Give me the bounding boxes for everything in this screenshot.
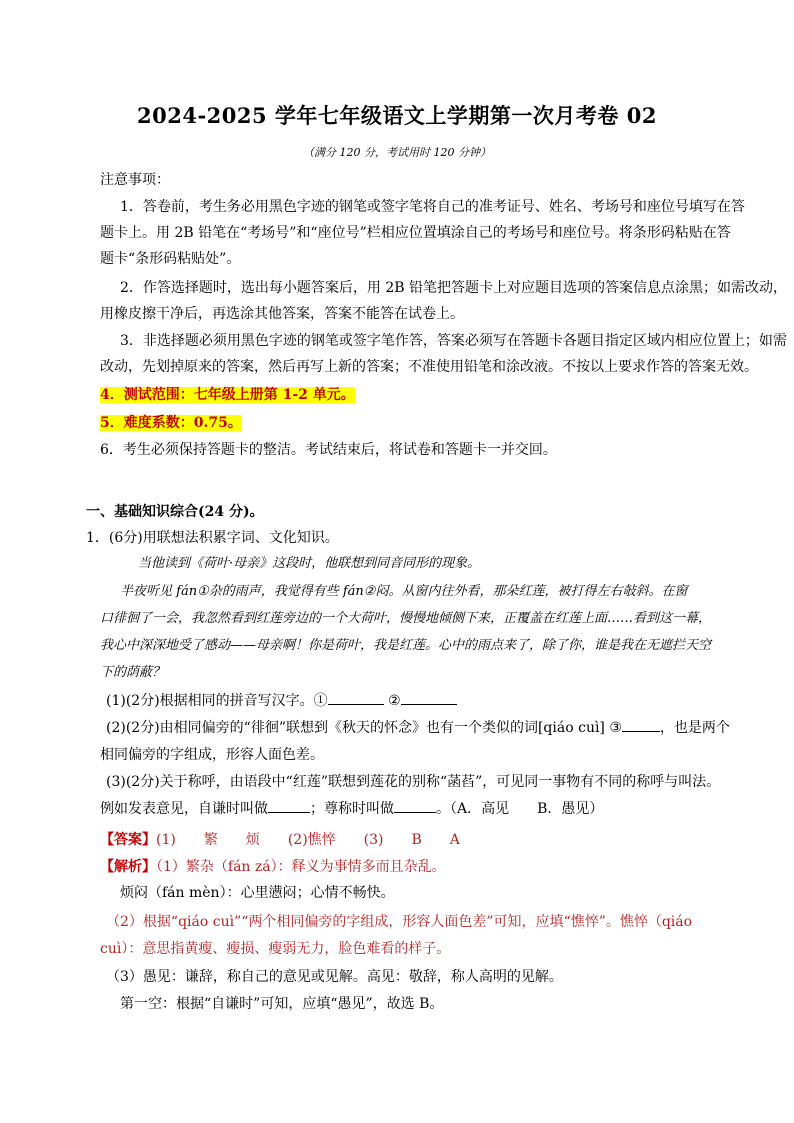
notice-1-line-3: 题卡“条形码粘贴处”。 [100, 251, 241, 267]
notice-1-line-2: 题卡上。用 2B 铅笔在“考场号”和“座位号”栏相应位置填涂自己的考场号和座位号。将条形码粘贴在答 [100, 225, 731, 241]
answer-blank-5[interactable] [394, 800, 436, 813]
passage-line-4: 下的荫蔽？ [100, 665, 166, 680]
sub-question-3-text: 例如发表意见，自谦时叫做 [100, 801, 268, 817]
analysis-text-1: （1）繁杂（fán zá）：释义为事情多而且杂乱。 [156, 859, 446, 875]
analysis-line-5: （3）愚见：谦辞，称自己的意见或见解。高见：敬辞，称人高明的见解。 [106, 969, 563, 985]
notice-5-difficulty [100, 414, 730, 432]
sub-question-1-text: (1)(2分)根据相同的拼音写汉字。① [106, 693, 328, 709]
answer-blank-1[interactable] [328, 692, 384, 705]
notice-4-range [100, 386, 730, 404]
sub-question-3-mid: ；尊称时叫做 [310, 801, 394, 817]
question-1-intro: 当他读到《荷叶·母亲》这段时，他联想到同音同形的现象。 [138, 556, 481, 571]
answer-blank-3[interactable] [622, 719, 660, 732]
passage-line-1: 半夜听见 fán①杂的雨声，我觉得有些 fán②闷。从窗内往外看，那朵红莲，被打得左右敧斜。在窗 [120, 584, 688, 599]
analysis-label: 【解析】 [100, 859, 156, 875]
answer-blank-4[interactable] [268, 800, 310, 813]
analysis-line-3: （2）根据“qiáo cuì”“两个相同偏旁的字组成，形容人面色差”可知，应填“憔悴”。憔悴（qiáo [106, 914, 693, 930]
test-range-highlight: 4．测试范围：七年级上册第 1-2 单元。 [100, 387, 355, 403]
answer-label: 【答案】 [100, 832, 156, 848]
sub-question-2-text: (2)(2分)由相同偏旁的“徘徊”联想到《秋天的怀念》也有一个类似的词[qiáo cuì] ③ [106, 720, 622, 736]
sub-question-3-end: 。（A．高见 B．愚见） [436, 801, 604, 817]
section-1-heading: 一、基础知识综合(24 分)。 [86, 504, 264, 520]
analysis-line-4: cuì）：意思指黄瘦、瘦损、瘦弱无力，脸色难看的样子。 [100, 941, 451, 957]
sub-question-3-line-1: (3)(2分)关于称呼，由语段中“红莲”联想到莲花的别称“菡萏”，可见同一事物有不同的称呼与叫法。 [106, 774, 721, 790]
notice-3-line-2: 改动，先划掉原来的答案，然后再写上新的答案；不准使用铅笔和涂改液。不按以上要求作答的答案无效。 [100, 359, 758, 375]
analysis-line-2: 烦闷（fán mèn）：心里懑闷；心情不畅快。 [120, 885, 395, 901]
sub-question-2-line-1 [106, 719, 736, 737]
question-1-stem: 1．(6分)用联想法积累字词、文化知识。 [86, 530, 339, 546]
sub-question-2-line-2: 相同偏旁的字组成，形容人面色差。 [100, 747, 324, 763]
answer-line [100, 831, 730, 849]
notice-2-line-1: 2．作答选择题时，选出每小题答案后，用 2B 铅笔把答题卡上对应题目选项的答案信息点涂黑；如需改动， [120, 280, 788, 296]
sub-question-1-mid: ② [383, 693, 401, 709]
passage-line-2: 口徘徊了一会，我忽然看到红莲旁边的一个大荷叶，慢慢地倾侧下来，正覆盖在红莲上面……看到这一幕， [100, 611, 712, 626]
notice-3-line-1: 3．非选择题必须用黑色字迹的钢笔或签字笔作答，答案必须写在答题卡各题目指定区域内相应位置上；如需 [120, 333, 787, 349]
sub-question-3-line-2 [100, 800, 730, 818]
exam-subtitle: （满分 120 分，考试用时 120 分钟） [303, 146, 491, 159]
difficulty-highlight: 5．难度系数：0.75。 [100, 415, 242, 431]
exam-title: 2024-2025 学年七年级语文上学期第一次月考卷 02 [137, 103, 657, 128]
answer-text: (1) 繁 烦 (2)憔悴 (3) B A [156, 832, 460, 848]
analysis-line-6: 第一空：根据“自谦时”可知，应填“愚见”，故选 B。 [120, 996, 444, 1012]
notice-6: 6．考生必须保持答题卡的整洁。考试结束后，将试卷和答题卡一并交回。 [100, 442, 557, 458]
analysis-line-1 [100, 858, 730, 876]
passage-line-3: 我心中深深地受了感动——母亲啊！你是荷叶，我是红莲。心中的雨点来了，除了你，谁是我在无遮拦天空 [100, 638, 712, 653]
notice-1-line-1: 1．答卷前，考生务必用黑色字迹的钢笔或签字笔将自己的准考证号、姓名、考场号和座位号填写在答 [120, 199, 745, 215]
sub-question-1 [106, 692, 736, 710]
notice-2-line-2: 用橡皮擦干净后，再选涂其他答案，答案不能答在试卷上。 [100, 306, 464, 322]
notice-heading: 注意事项： [100, 172, 170, 188]
sub-question-2-end: ，也是两个 [659, 720, 730, 736]
answer-blank-2[interactable] [401, 692, 457, 705]
